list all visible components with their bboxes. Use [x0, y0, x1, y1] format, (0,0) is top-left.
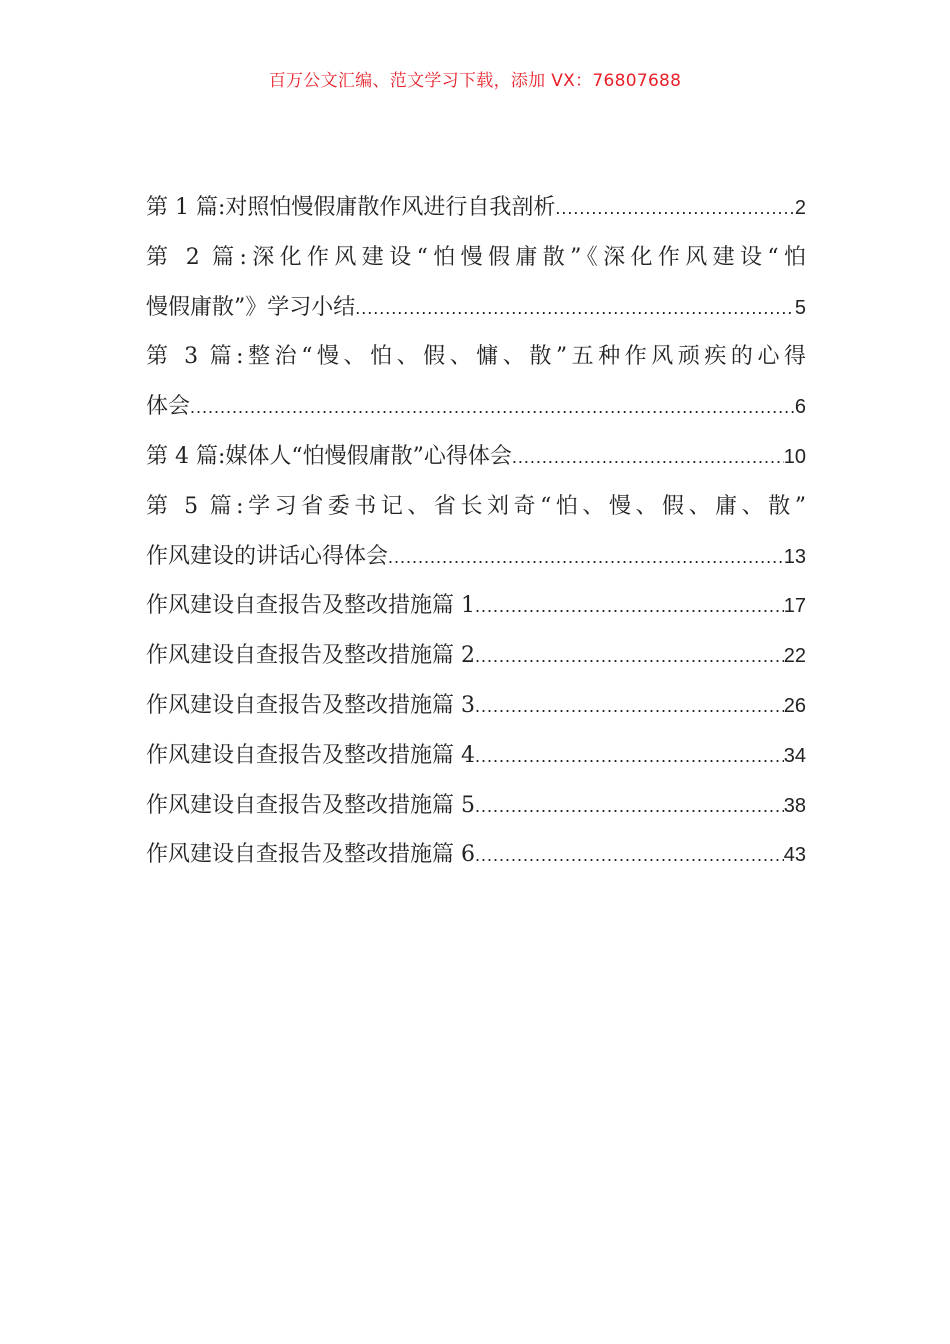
toc-entry-7[interactable] [146, 631, 806, 681]
toc-entry-10[interactable] [146, 781, 806, 831]
toc-entry-title: 体会 [146, 394, 191, 420]
toc-entry-2[interactable] [146, 233, 806, 333]
dot-leader [475, 582, 784, 631]
toc-entry-title: 作风建设自查报告及整改措施篇 5 [146, 792, 475, 818]
toc-entry-title: 第 4 篇:媒体人“怕慢假庸散”心得体会 [146, 443, 512, 469]
toc-page-number: 43 [783, 844, 806, 867]
toc-page-number: 26 [783, 694, 806, 717]
toc-entry-6[interactable] [146, 581, 806, 631]
toc-page-number: 34 [783, 744, 806, 767]
dot-leader [475, 831, 784, 880]
toc-entry-title-line: 第 2 篇:深化作风建设“怕慢假庸散”《深化作风建设“怕 [146, 244, 806, 270]
dot-leader [475, 732, 784, 781]
toc-entry-5[interactable] [146, 482, 806, 582]
toc-entry-11[interactable] [146, 830, 806, 880]
toc-entry-title: 作风建设的讲话心得体会 [146, 543, 389, 569]
dot-leader [512, 433, 784, 482]
toc-page-number: 22 [783, 645, 806, 668]
toc-entry-title: 作风建设自查报告及整改措施篇 2 [146, 643, 475, 669]
toc-entry-3[interactable] [146, 332, 806, 432]
toc-entry-title: 作风建设自查报告及整改措施篇 3 [146, 692, 475, 718]
watermark-header: 百万公文汇编、范文学习下载，添加 VX：76807688 [268, 71, 682, 91]
toc-entry-8[interactable] [146, 681, 806, 731]
toc-entry-title: 作风建设自查报告及整改措施篇 4 [146, 742, 475, 768]
toc-page-number: 6 [794, 396, 806, 419]
toc-page-number: 10 [783, 445, 806, 468]
toc-page-number: 5 [794, 296, 806, 319]
dot-leader [475, 632, 784, 681]
toc-entry-title-line: 第 3 篇:整治“慢、怕、假、慵、散”五种作风顽疾的心得 [146, 344, 806, 370]
toc-page-number: 2 [794, 197, 806, 219]
toc-page-number: 17 [783, 595, 806, 618]
table-of-contents [146, 183, 806, 880]
toc-entry-title: 作风建设自查报告及整改措施篇 6 [146, 842, 475, 868]
dot-leader [355, 284, 795, 333]
toc-entry-9[interactable] [146, 731, 806, 781]
dot-leader [555, 184, 794, 233]
toc-page-number: 38 [783, 794, 806, 817]
toc-entry-4[interactable] [146, 432, 806, 482]
toc-entry-title: 第 1 篇:对照怕慢假庸散作风进行自我剖析 [146, 195, 556, 220]
toc-entry-1[interactable] [146, 183, 806, 233]
toc-entry-title-line: 第 5 篇:学习省委书记、省长刘奇“怕、慢、假、庸、散” [146, 493, 806, 519]
toc-page-number: 13 [783, 545, 806, 568]
toc-entry-title: 慢假庸散”》学习小结 [146, 294, 356, 320]
dot-leader [190, 383, 795, 432]
dot-leader [388, 533, 784, 582]
dot-leader [475, 682, 784, 731]
dot-leader [475, 782, 784, 831]
toc-entry-title: 作风建设自查报告及整改措施篇 1 [146, 593, 475, 619]
